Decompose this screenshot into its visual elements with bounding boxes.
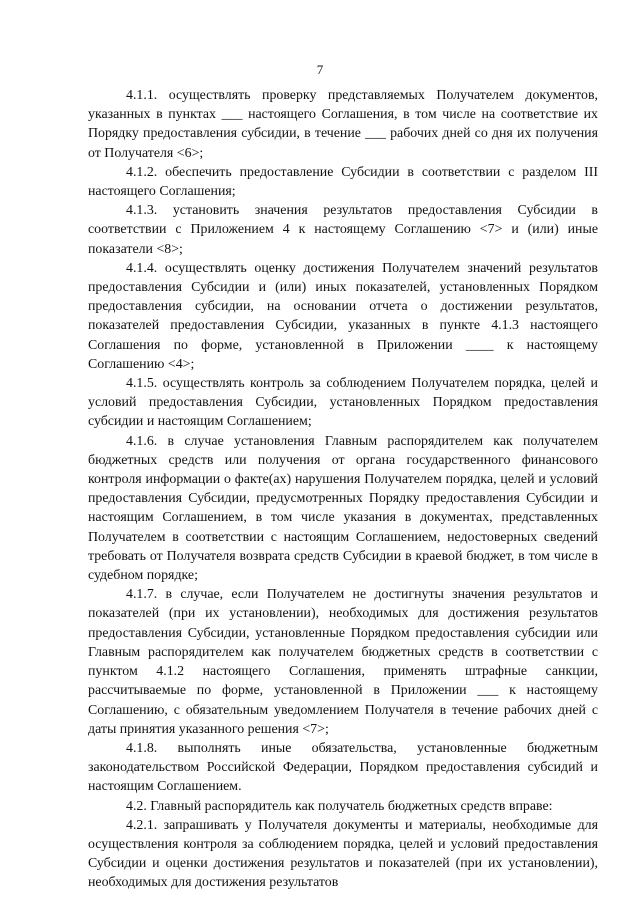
- paragraph-4-2-1: 4.2.1. запрашивать у Получателя документы и материалы, необходимые для осуществления контроля за соблюдением порядка, целей и условий предоставления Субсидии и оценки достижения результатов и показателей (при их установлении), необходимых для достижения результатов: [88, 817, 598, 891]
- page-number: 7: [316, 62, 324, 77]
- paragraph-4-1-5: 4.1.5. осуществлять контроль за соблюдением Получателем порядка, целей и условий предоставления Субсидии, установленных Порядком предоставления субсидии и настоящим Соглашением;: [88, 376, 598, 430]
- paragraph-4-1-3: 4.1.3. установить значения результатов предоставления Субсидии в соответствии с Приложением 4 к настоящему Соглашению <7> и (или) иные показатели <8>;: [88, 203, 598, 257]
- paragraph-4-1-4: 4.1.4. осуществлять оценку достижения Получателем значений результатов предоставления Субсидии и (или) иных показателей, установленных Порядком предоставления субсидии, на основании отчета о достижении результатов, показателей предоставления Субсидии, указанных в пункте 4.1.3 настоящего Соглашения по форме, установленной в Приложении ____ к настоящему Соглашению <4>;: [88, 260, 598, 372]
- document-body: [88, 86, 598, 893]
- paragraph-4-1-2: 4.1.2. обеспечить предоставление Субсидии в соответствии с разделом III настоящего Соглашения;: [88, 164, 598, 200]
- paragraph-4-1-6: 4.1.6. в случае установления Главным распорядителем как получателем бюджетных средств или получения от органа государственного финансового контроля информации о факте(ах) нарушения Получателем порядка, целей и условий предоставления Субсидии, предусмотренных Порядку предоставления Субсидии и настоящим Соглашением, в том числе указания в документах, представленных Получателем в соответствии с настоящим Соглашением, недостоверных сведений требовать от Получателя возврата средств Субсидии в краевой бюджет, в том числе в судебном порядке;: [88, 433, 598, 584]
- paragraph-4-1-7: 4.1.7. в случае, если Получателем не достигнуты значения результатов и показателей (при их установлении), необходимых для достижения результатов предоставления Субсидии, установленные Порядком предоставления субсидии или Главным распорядителем как получателем бюджетных средств в соответствии с пунктом 4.1.2 настоящего Соглашения, применять штрафные санкции, рассчитываемые по форме, установленной в Приложении ___ к настоящему Соглашению, с обязательным уведомлением Получателя в течение рабочих дней с даты принятия указанного решения <7>;: [88, 587, 598, 737]
- paragraph-4-2: 4.2. Главный распорядитель как получатель бюджетных средств вправе:: [126, 798, 553, 814]
- paragraph-4-1-1: 4.1.1. осуществлять проверку представляемых Получателем документов, указанных в пунктах ___ настоящего Соглашения, в том числе на соответствие их Порядку предоставления субсидии, в течение ___ рабочих дней со дня их получения от Получателя <6>;: [88, 88, 598, 161]
- paragraph-4-1-8: 4.1.8. выполнять иные обязательства, установленные бюджетным законодательством Российской Федерации, Порядком предоставления субсидий и настоящим Соглашением.: [88, 740, 598, 795]
